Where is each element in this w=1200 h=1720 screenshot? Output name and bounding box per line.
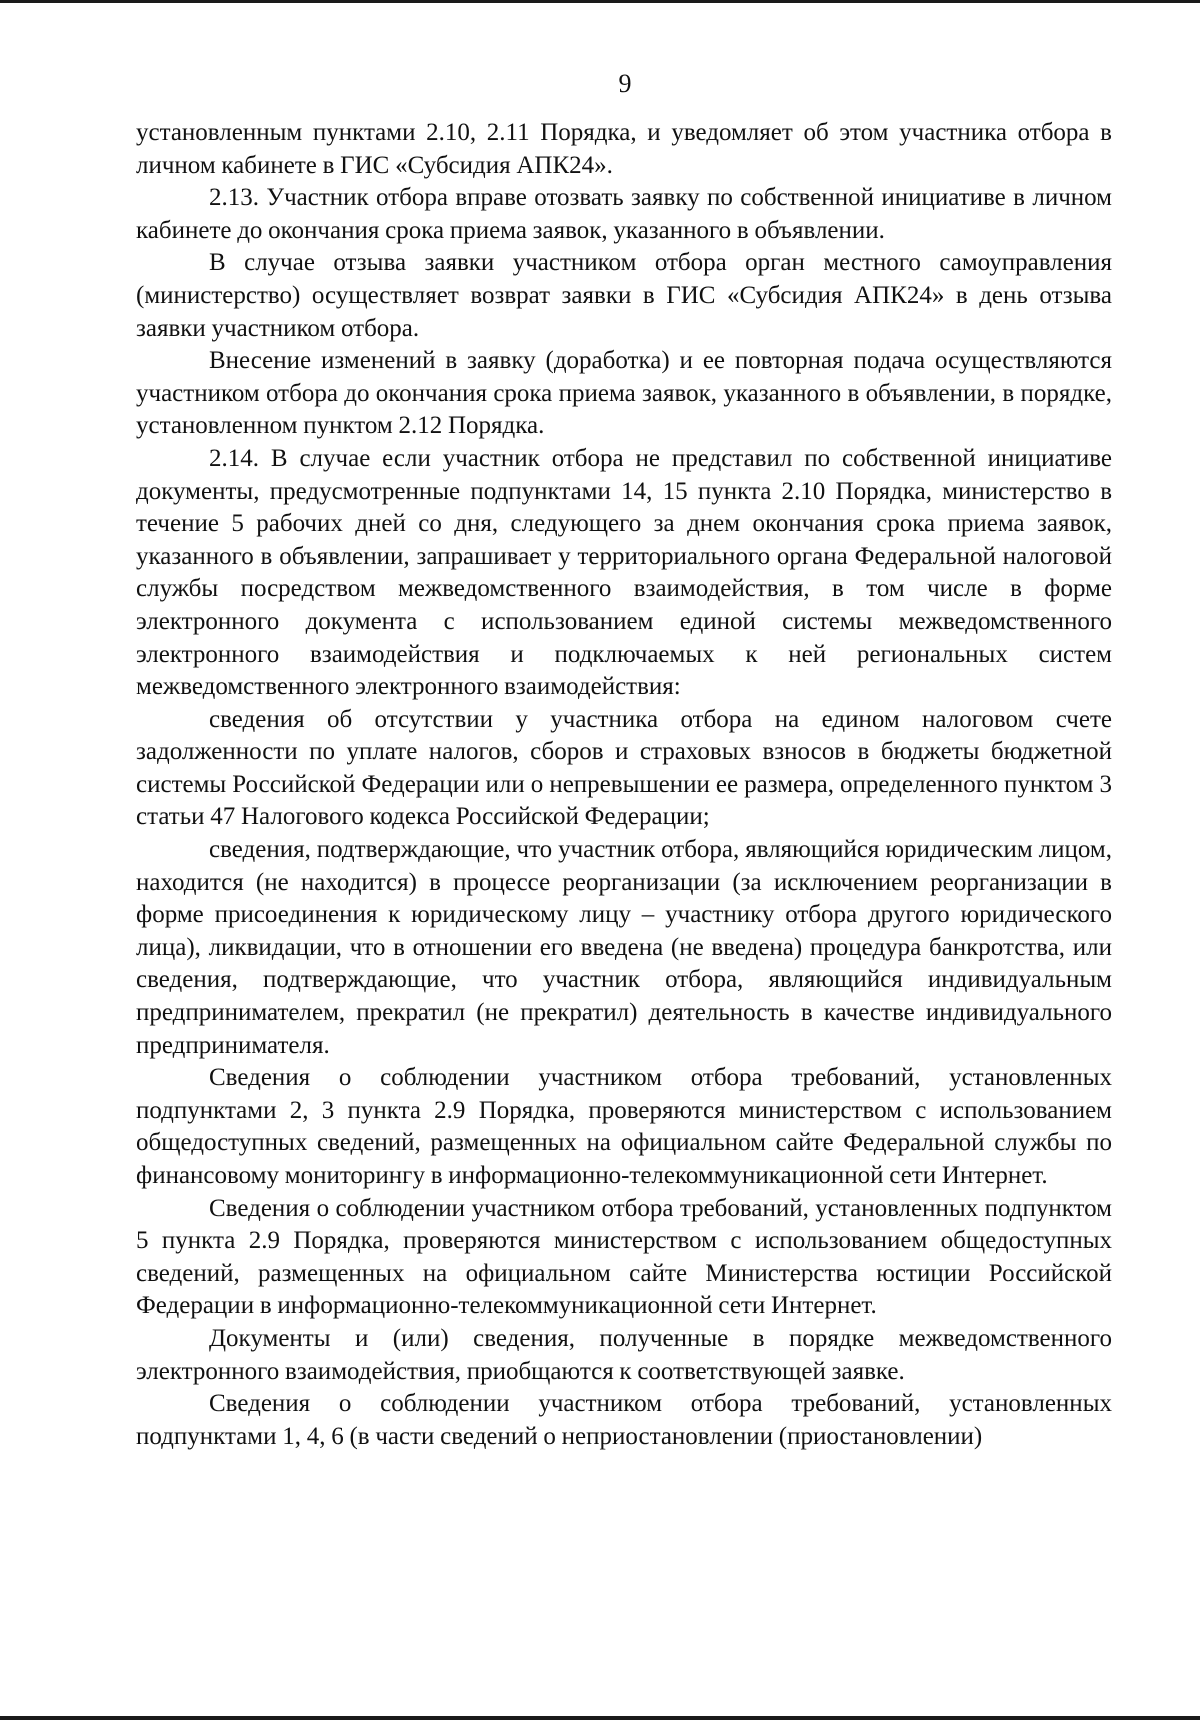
paragraph-2-13: 2.13. Участник отбора вправе отозвать заявку по собственной инициативе в личном кабинете до окончания срока приема заявок, указанного в объявлении.: [136, 184, 1112, 244]
scan-edge-top: [0, 0, 1200, 3]
document-body: [136, 117, 1112, 1453]
paragraph-tax-debt: сведения об отсутствии у участника отбора на едином налоговом счете задолженности по уплате налогов, сборов и страховых взносов в бюджеты бюджетной системы Российской Федерации или о непревышении ее размера, определенного пунктом 3 статьи 47 Налогового кодекса Российской Федерации;: [136, 705, 1112, 831]
paragraph-rosfinmonitoring: Сведения о соблюдении участником отбора требований, установленных подпунктами 2, 3 пункта 2.9 Порядка, проверяются министерством с использованием общедоступных сведений, размещенных на официальном сайте Федеральной службы по финансовому мониторингу в информационно-телекоммуникационной сети Интернет.: [136, 1064, 1112, 1189]
paragraph-withdrawal: В случае отзыва заявки участником отбора орган местного самоуправления (министерство) осуществляет возврат заявки в ГИС «Субсидия АПК24» в день отзыва заявки участником отбора.: [136, 249, 1112, 342]
paragraph-2-14: 2.14. В случае если участник отбора не представил по собственной инициативе документы, предусмотренные подпунктами 14, 15 пункта 2.10 Порядка, министерство в течение 5 рабочих дней со дня, следующего за днем окончания срока приема заявок, указанного в объявлении, запрашивает у территориального органа Федеральной налоговой службы посредством межведомственного взаимодействия, в том числе в форме электронного документа с использованием единой системы межведомственного электронного взаимодействия и подключаемых к ней региональных систем межведомственного электронного взаимодействия:: [136, 444, 1112, 701]
paragraph-documents-attached: Документы и (или) сведения, полученные в порядке межведомственного электронного взаимодействия, приобщаются к соответствующей заявке.: [136, 1324, 1112, 1385]
page-number: 9: [618, 69, 632, 98]
paragraph-ministry-of-justice: Сведения о соблюдении участником отбора требований, установленных подпунктом 5 пункта 2.9 Порядка, проверяются министерством с использованием общедоступных сведений, размещенных на официальном сайте Министерства юстиции Российской Федерации в информационно-телекоммуникационной сети Интернет.: [136, 1194, 1112, 1320]
paragraph-amendments: Внесение изменений в заявку (доработка) и ее повторная подача осуществляются участником отбора до окончания срока приема заявок, указанного в объявлении, в порядке, установленном пунктом 2.12 Порядка.: [136, 347, 1112, 440]
paragraph-continuation: установленным пунктами 2.10, 2.11 Порядка, и уведомляет об этом участника отбора в личном кабинете в ГИС «Субсидия АПК24».: [136, 119, 1112, 179]
paragraph-requirements-1-4-6: Сведения о соблюдении участником отбора требований, установленных подпунктами 1, 4, 6 (в части сведений о неприостановлении (приостановлении): [136, 1390, 1112, 1450]
scan-edge-bottom: [0, 1716, 1200, 1720]
paragraph-reorganization: сведения, подтверждающие, что участник отбора, являющийся юридическим лицом, находится (не находится) в процессе реорганизации (за исключением реорганизации в форме присоединения к юридическому лицу – участнику отбора другого юридического лица), ликвидации, что в отношении его введена (не введена) процедура банкротства, или сведения, подтверждающие, что участник отбора, являющийся индивидуальным предпринимателем, прекратил (не прекратил) деятельность в качестве индивидуального предпринимателя.: [136, 836, 1112, 1059]
